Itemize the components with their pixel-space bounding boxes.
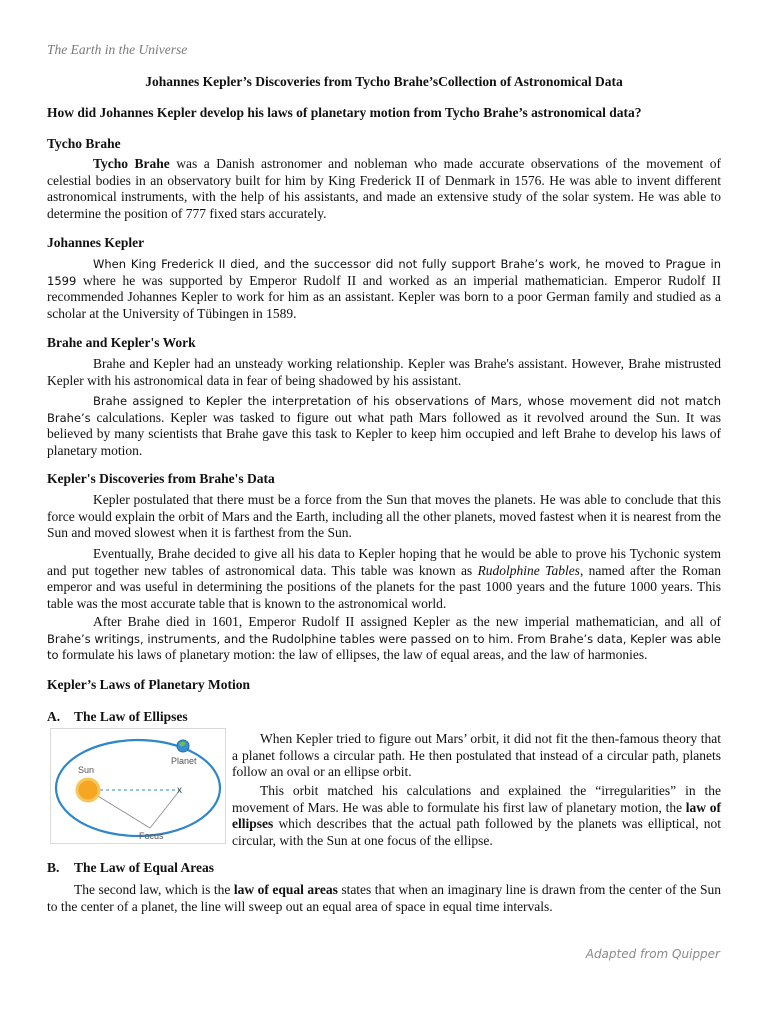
law-a-paragraph-2 xyxy=(232,783,721,849)
law-b-p1-b: states that when an imaginary line is drawn from the center of the Sun to the center of a planet, the line will sweep out an equal area of space in equal time intervals. xyxy=(47,882,721,914)
tycho-heading: Tycho Brahe xyxy=(47,136,121,151)
work-paragraph-1 xyxy=(47,356,721,389)
kepler-paragraph xyxy=(47,256,721,322)
kepler-lead: When King Frederick II died, and the successor did not fully support Brahe’s work, he moved to Prague in 1599 xyxy=(47,257,721,288)
discoveries-p3-a: After Brahe died in 1601, Emperor Rudolf II assigned Kepler as the new imperial mathematician, and all of xyxy=(93,614,721,629)
second-focus-mark: x xyxy=(177,785,182,796)
law-b-paragraph xyxy=(47,882,721,915)
kepler-heading: Johannes Kepler xyxy=(47,235,145,250)
discoveries-paragraph-1 xyxy=(47,492,721,542)
law-a-p2-b: which describes that the actual path followed by the planets was elliptical, not circular, with the Sun at one focus of the ellipse. xyxy=(232,816,721,848)
law-a-p1-text: When Kepler tried to figure out Mars’ orbit, it did not fit the then-famous theory that a planet follows a circular path. He then postulated that instead of a circular path, planets follow an oval or an ellipse orbit. xyxy=(232,731,721,779)
tycho-name: Tycho Brahe xyxy=(93,156,170,171)
law-b-p1-a: The second law, which is the xyxy=(74,882,234,897)
law-of-ellipses-term: law of ellipses xyxy=(232,799,721,831)
planet-icon xyxy=(177,740,189,752)
focus-label: Focus xyxy=(139,831,164,841)
tycho-text: was a Danish astronomer and nobleman who made accurate observations of the movement of celestial bodies in an observatory built for him by King Frederick II of Denmark in 1576. He was able to invent different astronomical instruments, with the help of his assistants, and made an extensive study of the solar system. He was able to determine the position of 777 fixed stars accurately. xyxy=(47,156,722,221)
law-a-title: The Law of Ellipses xyxy=(74,709,188,724)
discoveries-p2-b: , named after the Roman emperor and was useful in determining the positions of the planets for the past 1000 years and the future 1000 years. This table was the most accurate table that is known to the astronomical world. xyxy=(47,562,721,611)
discoveries-heading: Kepler's Discoveries from Brahe's Data xyxy=(47,471,275,486)
law-b-letter: B. xyxy=(47,860,60,875)
discoveries-p1-text: Kepler postulated that there must be a force from the Sun that moves the planets. He was able to conclude that this force would explain the orbit of Mars and the Earth, including all the other planets, moved fastest when it is nearest from the Sun and moved slowest when it is farthest from the Sun. xyxy=(47,492,721,540)
discoveries-paragraph-2 xyxy=(47,546,721,612)
law-b-heading xyxy=(47,860,214,876)
work-p1-text: Brahe and Kepler had an unsteady working relationship. Kepler was Brahe's assistant. However, Brahe mistrusted Kepler with his astronomical data in fear of being shadowed by his assistant. xyxy=(47,356,721,388)
footer-credit: Adapted from Quipper xyxy=(585,947,720,961)
work-paragraph-2 xyxy=(47,393,721,459)
law-a-paragraph-1 xyxy=(232,731,721,781)
rudolphine-tables: Rudolphine Tables xyxy=(477,562,580,578)
work-p2-text: calculations. Kepler was tasked to figure out what path Mars followed as it revolved around the Sun. It was believed by many scientists that Brahe gave this task to Kepler to keep him occupied and left Brahe to develop his laws of planetary motion. xyxy=(47,409,721,458)
law-a-letter: A. xyxy=(47,709,61,724)
discoveries-paragraph-3 xyxy=(47,614,721,664)
laws-heading: Kepler’s Laws of Planetary Motion xyxy=(47,677,250,692)
kepler-text: where he was supported by Emperor Rudolf II and worked as an imperial mathematician. Emperor Rudolf II recommended Johannes Kepler to work for him as an assistant. Kepler was born to a poor German family and studied as a scholar at the University of Tübingen in 1589. xyxy=(47,272,721,321)
ellipse-orbit-figure xyxy=(50,728,226,844)
header-title: The Earth in the Universe xyxy=(47,42,188,57)
discoveries-p3-b: formulate his laws of planetary motion: the law of ellipses, the law of equal areas, and the law of harmonies. xyxy=(58,647,648,662)
work-p2-lead: Brahe assigned to Kepler the interpretation of his observations of Mars, whose movement did not match Brahe’s xyxy=(47,394,721,425)
law-of-equal-areas-term: law of equal areas xyxy=(233,882,338,897)
ellipse-diagram xyxy=(50,728,226,844)
work-heading: Brahe and Kepler's Work xyxy=(47,335,196,350)
sun-icon xyxy=(77,779,99,801)
sun-label: Sun xyxy=(78,765,95,775)
document-title: Johannes Kepler’s Discoveries from Tycho Brahe’sCollection of Astronomical Data xyxy=(145,74,623,89)
discoveries-p3-sub: Brahe’s writings, instruments, and the Rudolphine tables were passed on to him. From Brahe’s data, Kepler was able to xyxy=(47,631,721,662)
planet-label: Planet xyxy=(171,756,197,766)
tycho-paragraph xyxy=(47,156,721,222)
law-b-title: The Law of Equal Areas xyxy=(74,860,215,875)
guiding-question: How did Johannes Kepler develop his laws of planetary motion from Tycho Brahe’s astronomical data? xyxy=(47,105,642,120)
law-a-heading xyxy=(47,709,188,725)
law-a-p2-a: This orbit matched his calculations and explained the “irregularities” in the movement of Mars. He was able to formulate his first law of planetary motion, the xyxy=(232,783,721,815)
discoveries-p2-a: Eventually, Brahe decided to give all his data to Kepler hoping that he would be able to prove his Tychonic system and put together new tables of astronomical data. This table was known as xyxy=(47,546,721,578)
